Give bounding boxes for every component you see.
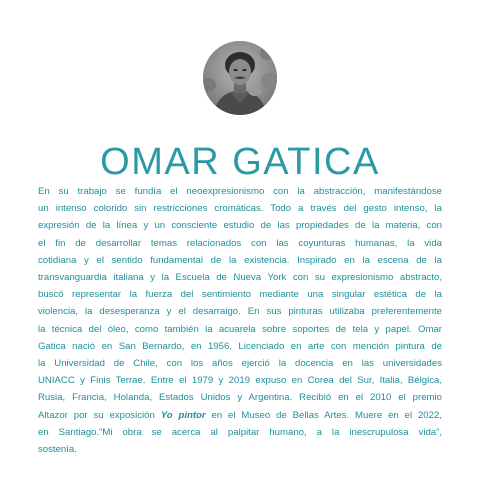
- artist-portrait: [203, 41, 277, 115]
- bio-line-exhibition: [38, 407, 442, 424]
- bio-line: un intenso colorido sin restricciones cromáticas. Todo a través del gesto intenso, la: [38, 203, 442, 215]
- bio-line: el fin de desarrollar temas relacionados con las coyunturas humanas, la vida: [38, 237, 442, 249]
- bio-line: transvanguardia italiana y la Escuela de Nueva York con su expresionismo abstracto,: [38, 272, 442, 284]
- exhibition-title: Yo pintor: [160, 409, 206, 421]
- bio-line: violencia, la desesperanza y el desarraigo. En sus pinturas utilizaba preferentemente: [38, 306, 442, 318]
- bio-line-last: sostenía.: [38, 444, 77, 456]
- portrait-photo-icon: [203, 41, 277, 115]
- bio-line: cotidiana y el sentido fundamental de la existencia. Inspirado en la escena de la: [38, 254, 442, 266]
- bio-line: Rusia, Francia, Holanda, Estados Unidos y Argentina. Recibió en el 2010 el premio: [38, 392, 442, 404]
- bio-text: en el Museo de Bellas Artes. Muere en el 2022,: [205, 409, 442, 421]
- bio-line: la Universidad de Chile, con los años ejerció la docencia en las universidades: [38, 358, 442, 370]
- bio-line: la técnica del óleo, como también la acuarela sobre soportes de tela y papel. Omar: [38, 323, 442, 335]
- bio-line: buscó representar la fuerza del sentimiento mediante una singular estética de la: [38, 289, 442, 301]
- bio-text: Altazor por su exposición: [38, 409, 161, 421]
- bio-line: En su trabajo se fundía el neoexpresionismo con la abstracción, manifestándose: [38, 186, 442, 197]
- artist-biography: [38, 183, 442, 458]
- bio-line: UNIACC y Finis Terrae. Entre el 1979 y 2019 expuso en Corea del Sur, Italia, Bélgica,: [38, 375, 442, 387]
- bio-line: expresión de la línea y un consciente estudio de las propiedades de la materia, con: [38, 220, 442, 232]
- artist-name-heading: OMAR GATICA: [100, 141, 380, 183]
- bio-line: Gatica nació en San Bernardo, en 1956. Licenciado en arte con mención pintura de: [38, 340, 442, 352]
- bio-line-quote: en Santiago.“Mi obra se acerca al palpitar humano, a la inescrupulosa vida”,: [38, 426, 442, 438]
